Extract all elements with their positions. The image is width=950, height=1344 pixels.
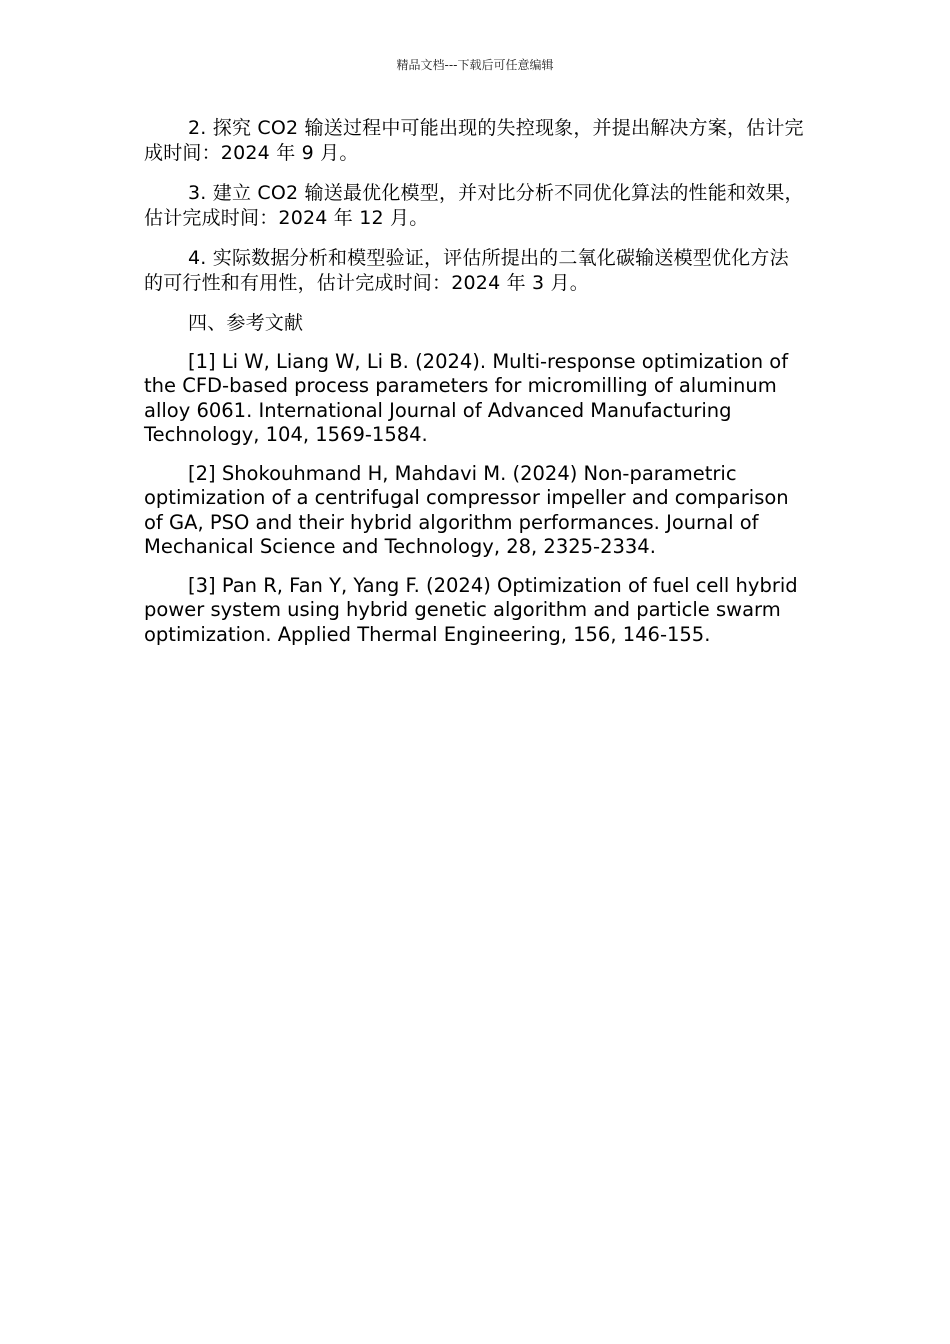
reference-item-3: [3] Pan R, Fan Y, Yang F. (2024) Optimization of fuel cell hybrid power system using hybrid genetic algorithm and particle swarm optimization. Applied Thermal Engineering, 156, 146-155. [144, 573, 798, 646]
reference-item-2: [2] Shokouhmand H, Mahdavi M. (2024) Non-parametric optimization of a centrifugal compressor impeller and comparison of GA, PSO and their hybrid algorithm performances. Journal of Mechanical Science and Technology, 28, 2325-2334. [144, 461, 789, 558]
reference-item-1: [1] Li W, Liang W, Li B. (2024). Multi-response optimization of the CFD-based process parameters for micromilling of aluminum alloy 6061. International Journal of Advanced Manufacturing Technology, 104, 1569-1584. [144, 349, 789, 446]
document-body [144, 116, 804, 661]
page-header: 精品文档---下载后可任意编辑 [396, 58, 554, 72]
plan-item-2: 2. 探究 CO2 输送过程中可能出现的失控现象，并提出解决方案，估计完成时间：2024 年 9 月。 [144, 117, 804, 164]
section-heading-references: 四、参考文献 [188, 312, 304, 334]
plan-item-4: 4. 实际数据分析和模型验证，评估所提出的二氧化碳输送模型优化方法的可行性和有用性，估计完成时间：2024 年 3 月。 [144, 247, 789, 294]
plan-item-3: 3. 建立 CO2 输送最优化模型，并对比分析不同优化算法的性能和效果，估计完成时间：2024 年 12 月。 [144, 182, 804, 229]
